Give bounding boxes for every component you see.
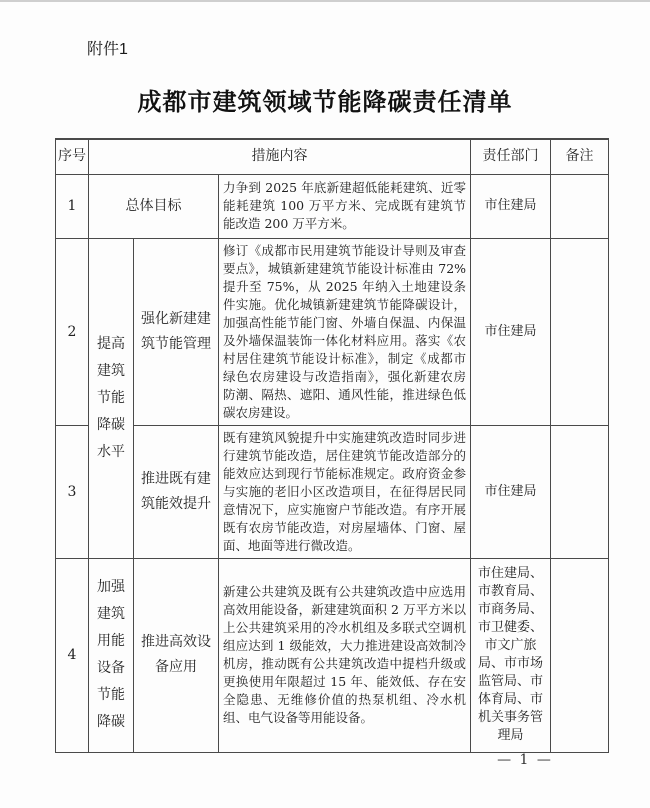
row-number: 4 [56, 558, 89, 752]
row-department: 市住建局、市教育局、市商务局、市卫健委、市文广旅局、市市场监管局、市体育局、市机关事务管理局 [471, 558, 551, 752]
row-number: 3 [56, 425, 89, 558]
table-header-row [56, 139, 609, 174]
page-number: — 1 — [497, 752, 553, 768]
attachment-label: 附件1 [87, 41, 128, 58]
table-row [56, 425, 609, 558]
row-category: 推进高效设备应用 [134, 558, 219, 752]
row-remark [551, 425, 609, 558]
table-row [56, 238, 609, 425]
row-content: 新建公共建筑及既有公共建筑改造中应选用高效用能设备，新建建筑面积 2 万平方米以上公共建筑采用的冷水机组及多联式空调机组应达到 1 级能效，大力推进建设高效制冷机房，推动既有公共建筑改造中提档升级或更换使用年限超过 15 年、能效低、存在安全隐患、无维修价值的热泵机组、冷水机组、电气设备等用能设备。 [219, 558, 471, 752]
table-row [56, 558, 609, 752]
header-remark: 备注 [551, 139, 609, 174]
row-department: 市住建局 [471, 238, 551, 425]
row-category: 总体目标 [89, 174, 219, 238]
row-group: 提高建筑节能降碳水平 [89, 238, 134, 558]
row-number: 1 [56, 174, 89, 238]
row-content: 力争到 2025 年底新建超低能耗建筑、近零能耗建筑 100 万平方米、完成既有建筑节能改造 200 万平方米。 [219, 174, 471, 238]
row-group: 加强建筑用能设备节能降碳 [89, 558, 134, 752]
row-category: 推进既有建筑能效提升 [134, 425, 219, 558]
row-department: 市住建局 [471, 425, 551, 558]
header-no: 序号 [56, 139, 89, 174]
row-content: 修订《成都市民用建筑节能设计导则及审查要点》，城镇新建建筑节能设计标准由 72%提升至 75%，从 2025 年纳入土地建设条件实施。优化城镇新建建筑节能降碳设计，加强高性能节能门窗、外墙自保温、内保温及外墙保温装饰一体化材料应用。落实《农村居住建筑节能设计标准》，制定《成都市绿色农房建设与改造指南》，强化新建农房防潮、隔热、遮阳、通风性能，推进绿色低碳农房建设。 [219, 238, 471, 425]
row-content: 既有建筑风貌提升中实施建筑改造时同步进行建筑节能改造，居住建筑节能改造部分的能效应达到现行节能标准规定。政府资金参与实施的老旧小区改造项目，在征得居民同意情况下，应实施窗户节能改造。有序开展既有农房节能改造，对房屋墙体、门窗、屋面、地面等进行微改造。 [219, 425, 471, 558]
row-category: 强化新建建筑节能管理 [134, 238, 219, 425]
row-remark [551, 558, 609, 752]
row-number: 2 [56, 238, 89, 425]
page-title: 成都市建筑领域节能降碳责任清单 [137, 89, 513, 116]
header-content: 措施内容 [89, 139, 471, 174]
row-remark [551, 238, 609, 425]
responsibility-table [55, 138, 609, 753]
table-row [56, 174, 609, 238]
row-department: 市住建局 [471, 174, 551, 238]
row-remark [551, 174, 609, 238]
header-department: 责任部门 [471, 139, 551, 174]
